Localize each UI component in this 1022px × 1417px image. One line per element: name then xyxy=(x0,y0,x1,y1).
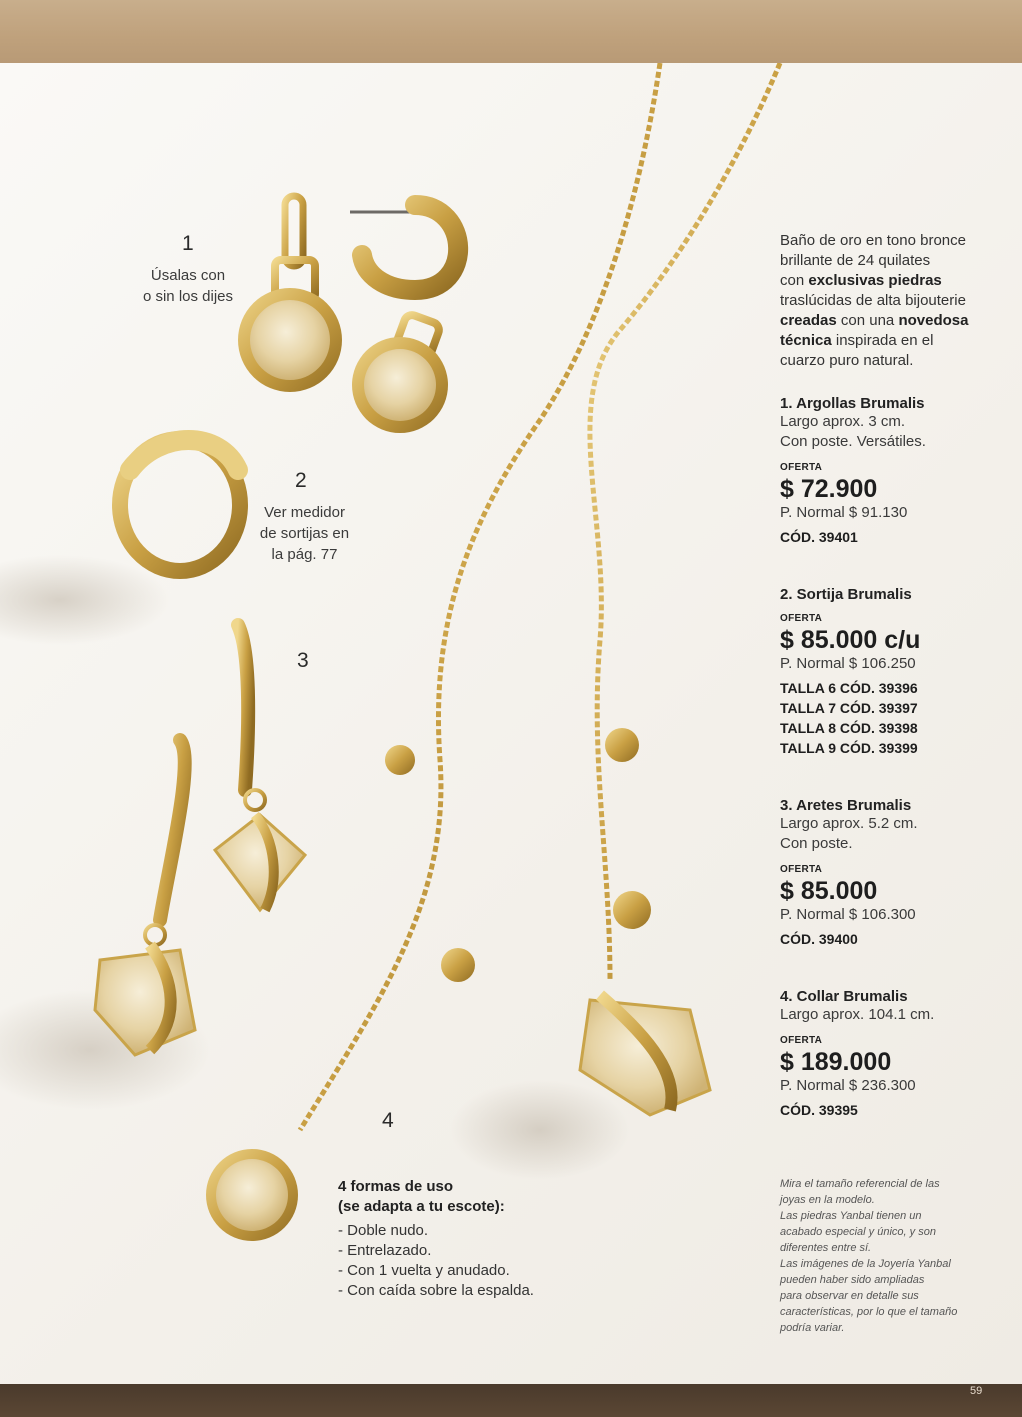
usos-list xyxy=(338,1221,568,1301)
note-2-line2: de sortijas en xyxy=(259,525,350,542)
product-price: $ 85.000 xyxy=(780,877,878,905)
size-code: TALLA 7 CÓD. 39397 xyxy=(780,700,918,716)
marker-1: 1 xyxy=(182,232,194,255)
size-code: TALLA 8 CÓD. 39398 xyxy=(780,720,918,736)
product-code: CÓD. 39400 xyxy=(780,931,858,947)
ring xyxy=(120,439,240,571)
intro-text-span: con xyxy=(780,272,809,289)
marker-2: 2 xyxy=(295,469,307,492)
necklace-bead xyxy=(613,891,651,929)
product-code: CÓD. 39401 xyxy=(780,529,858,545)
note-1-line1: Úsalas con xyxy=(150,267,226,284)
intro-line: Baño de oro en tono bronce xyxy=(780,232,966,249)
disclaimer xyxy=(780,1176,1010,1336)
intro-bold-span: técnica xyxy=(780,332,832,349)
drop-earrings xyxy=(95,625,305,1055)
note-2 xyxy=(247,502,362,565)
usos-item: - Con 1 vuelta y anudado. xyxy=(338,1262,510,1279)
intro-line: cuarzo puro natural. xyxy=(780,352,914,369)
product-name: 3. Aretes Brumalis xyxy=(780,797,912,814)
product-name: 1. Argollas Brumalis xyxy=(780,395,925,412)
normal-price: P. Normal $ 236.300 xyxy=(780,1077,916,1094)
product-price: $ 85.000 c/u xyxy=(780,626,921,654)
intro-line xyxy=(780,331,1010,351)
disclaimer-line: joyas en la modelo. xyxy=(780,1194,875,1206)
disclaimer-line: Las piedras Yanbal tienen un xyxy=(780,1210,922,1222)
intro-bold-span: exclusivas piedras xyxy=(808,272,942,289)
intro-line xyxy=(780,271,1010,291)
product-name: 2. Sortija Brumalis xyxy=(780,586,912,603)
necklace-chain-left xyxy=(300,63,660,1130)
product-4-block xyxy=(780,988,1010,1120)
normal-price: P. Normal $ 91.130 xyxy=(780,504,908,521)
top-background-band xyxy=(0,0,1022,63)
intro-line: traslúcidas de alta bijouterie xyxy=(780,292,966,309)
oferta-label: OFERTA xyxy=(780,462,823,473)
product-2-block xyxy=(780,586,1010,758)
product-3-block xyxy=(780,797,1010,949)
oferta-label: OFERTA xyxy=(780,613,823,624)
intro-bold-span: creadas xyxy=(780,312,837,329)
disclaimer-line: Las imágenes de la Joyería Yanbal xyxy=(780,1258,951,1270)
size-code-list xyxy=(780,678,1010,758)
bottom-band xyxy=(0,1384,1022,1417)
ring-shadow xyxy=(0,555,170,645)
necklace-bead xyxy=(385,745,415,775)
marker-3: 3 xyxy=(297,649,309,672)
product-desc: Con poste. xyxy=(780,835,853,852)
note-2-line3: la pág. 77 xyxy=(271,546,338,563)
disclaimer-line: Mira el tamaño referencial de las xyxy=(780,1178,940,1190)
marker-4: 4 xyxy=(382,1109,394,1132)
product-code: CÓD. 39395 xyxy=(780,1102,858,1118)
normal-price: P. Normal $ 106.250 xyxy=(780,655,916,672)
size-code: TALLA 9 CÓD. 39399 xyxy=(780,740,918,756)
note-1-line2: o sin los dijes xyxy=(142,288,234,305)
disclaimer-line: acabado especial y único, y son xyxy=(780,1226,936,1238)
usos-title-line1: 4 formas de uso xyxy=(338,1178,454,1195)
usos-item: - Entrelazado. xyxy=(338,1242,432,1259)
intro-line xyxy=(780,311,1010,331)
usos-item: - Doble nudo. xyxy=(338,1222,429,1239)
necklace-bead xyxy=(441,948,475,982)
page-number: 59 xyxy=(970,1385,983,1397)
pendant-shadow xyxy=(450,1080,630,1180)
product-price: $ 72.900 xyxy=(780,475,878,503)
product-price: $ 189.000 xyxy=(780,1048,892,1076)
note-2-line1: Ver medidor xyxy=(264,504,345,521)
note-1 xyxy=(128,265,248,307)
usos-block xyxy=(338,1177,568,1301)
disclaimer-line: para observar en detalle sus xyxy=(780,1290,919,1302)
hoop-earrings xyxy=(238,196,458,433)
intro-bold-span: novedosa xyxy=(898,312,969,329)
necklace-chain-right xyxy=(590,63,780,980)
normal-price: P. Normal $ 106.300 xyxy=(780,906,916,923)
product-name: 4. Collar Brumalis xyxy=(780,988,908,1005)
disclaimer-line: diferentes entre sí. xyxy=(780,1242,872,1254)
usos-item: - Con caída sobre la espalda. xyxy=(338,1282,534,1299)
intro-text-span: con una xyxy=(836,312,899,329)
product-1-block xyxy=(780,395,1010,547)
size-code: TALLA 6 CÓD. 39396 xyxy=(780,680,918,696)
product-desc: Largo aprox. 104.1 cm. xyxy=(780,1006,935,1023)
intro-text-span: inspirada en el xyxy=(831,332,934,349)
disclaimer-line: características, por lo que el tamaño xyxy=(780,1306,958,1318)
intro-text xyxy=(780,231,1010,371)
oferta-label: OFERTA xyxy=(780,1035,823,1046)
usos-title-line2: (se adapta a tu escote): xyxy=(338,1198,505,1215)
necklace-bead xyxy=(605,728,639,762)
oferta-label: OFERTA xyxy=(780,864,823,875)
intro-line: brillante de 24 quilates xyxy=(780,252,931,269)
product-desc: Con poste. Versátiles. xyxy=(780,433,926,450)
product-desc: Largo aprox. 3 cm. xyxy=(780,413,906,430)
disclaimer-line: podría variar. xyxy=(780,1322,845,1334)
product-desc: Largo aprox. 5.2 cm. xyxy=(780,815,918,832)
disclaimer-line: pueden haber sido ampliadas xyxy=(780,1274,925,1286)
